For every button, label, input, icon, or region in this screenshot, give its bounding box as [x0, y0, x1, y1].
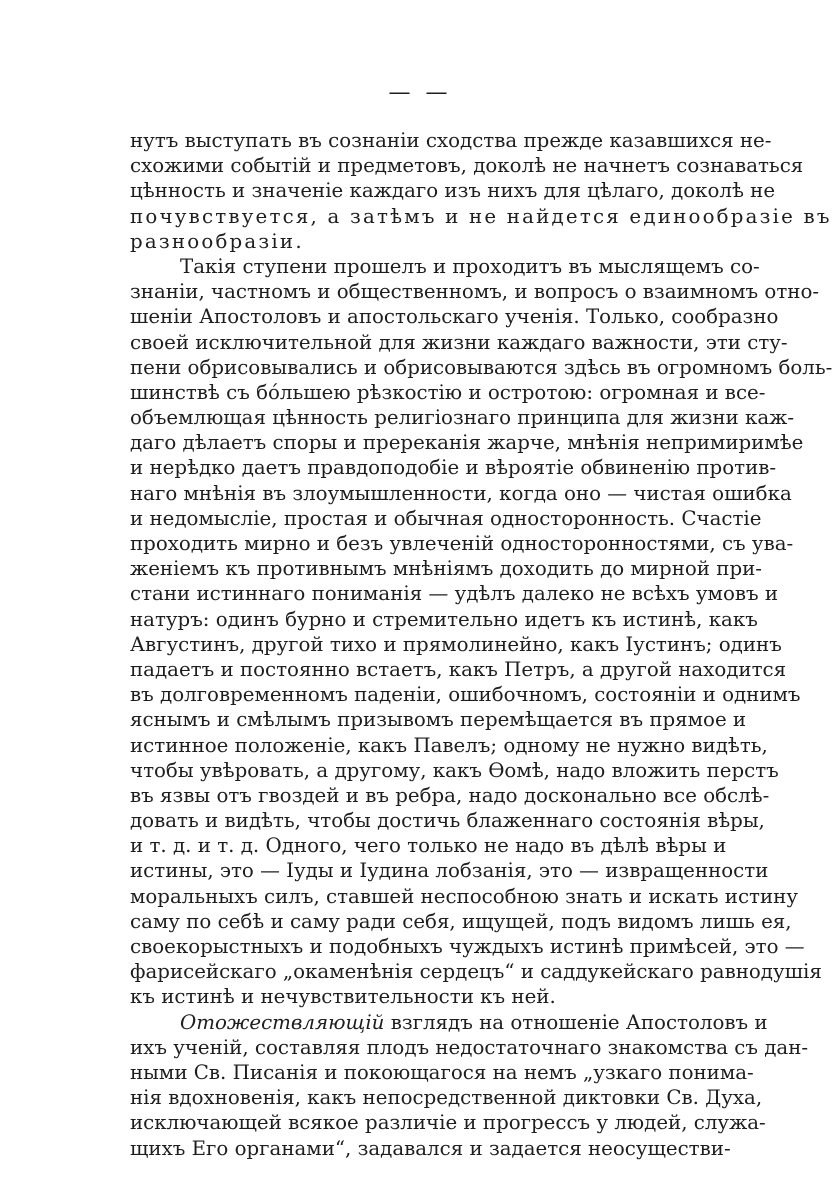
- text-line: шеніи Апостоловъ и апостольскаго ученія. Только, сообразно: [130, 305, 779, 329]
- text-line: ными Св. Писанія и покоющагося на немъ „узкаго понима-: [130, 1060, 754, 1084]
- text-line: своей исключительной для жизни каждаго важности, эти сту-: [130, 330, 788, 354]
- text-line: даго дѣлаетъ споры и пререканія жарче, мнѣнія непримиримѣе: [130, 431, 804, 455]
- text-line: женіемъ къ противнымъ мнѣніямъ доходить до мирной при-: [130, 557, 762, 581]
- text-line: шинствѣ съ бóльшею рѣзкостію и остротою: огромная и все-: [130, 380, 766, 404]
- text-line: знаніи, частномъ и общественномъ, и вопросъ о взаимномъ отно-: [130, 280, 820, 304]
- text-line: щихъ Его органами“, задавался и задается неосуществи-: [130, 1136, 731, 1160]
- text-line: яснымъ и смѣлымъ призывомъ перемѣщается въ прямое и: [130, 708, 747, 732]
- text-line: Такія ступени прошелъ и проходитъ въ мыслящемъ со-: [180, 254, 760, 278]
- text-line: въ долговременномъ паденіи, ошибочномъ, состояніи и однимъ: [130, 683, 801, 707]
- text-line: довать и видѣть, чтобы достичь блаженнаго состоянія вѣры,: [130, 809, 765, 833]
- text-line: Августинъ, другой тихо и прямолинейно, какъ Іустинъ; одинъ: [130, 632, 782, 656]
- text-line: своекорыстныхъ и подобныхъ чуждыхъ истинѣ примѣсей, это —: [130, 935, 805, 958]
- text-line: моральныхъ силъ, ставшей неспособною знать и искать истину: [130, 884, 798, 908]
- text-line: стани истиннаго пониманія — удѣлъ далеко не всѣхъ умовъ и: [130, 582, 779, 606]
- text-line: почувствуется, а затѣмъ и не найдется единообразіе въ: [130, 204, 832, 228]
- body-text: [130, 128, 833, 1161]
- text-line: ихъ ученій, составляя плодъ недостаточнаго знакомства съ дан-: [130, 1035, 809, 1059]
- text-line: цѣнность и значеніе каждаго изъ нихъ для цѣлаго, доколѣ не: [130, 179, 776, 203]
- text-line: [130, 1010, 768, 1035]
- text-line: саму по себѣ и саму ради себя, ищущей, подъ видомъ лишь ея,: [130, 909, 792, 933]
- text-line: въ язвы отъ гвоздей и въ ребра, надо досконально все обслѣ-: [130, 783, 770, 807]
- text-line: и нерѣдко даетъ правдоподобіе и вѣроятіе обвиненію против-: [130, 456, 777, 480]
- text-line: истинное положеніе, какъ Павелъ; одному не нужно видѣть,: [130, 733, 768, 757]
- italic-lead-word: Отожествляющій: [180, 1010, 385, 1034]
- text-line: фарисейскаго „окаменѣнія сердецъ“ и саддукейскаго равнодушія: [130, 960, 822, 984]
- text-line: и т. д. и т. д. Одного, чего только не надо въ дѣлѣ вѣры и: [130, 834, 727, 858]
- text-line: схожими событій и предметовъ, доколѣ не начнетъ сознаваться: [130, 154, 804, 178]
- text-line: падаетъ и постоянно встаетъ, какъ Петръ, а другой находится: [130, 657, 787, 681]
- text-line: истины, это — Іуды и Іудина лобзанія, это — извращенности: [130, 859, 769, 883]
- text-line: чтобы увѣровать, а другому, какъ Ѳомѣ, надо вложить перстъ: [130, 758, 779, 782]
- text-line: и недомысліе, простая и обычная односторонность. Счастіе: [130, 506, 762, 530]
- text-line: разнообразіи.: [130, 229, 304, 253]
- text-line: наго мнѣнія въ злоумышленности, когда оно — чистая ошибка: [130, 481, 792, 505]
- text-line: проходить мирно и безъ увлеченій односторонностями, съ ува-: [130, 532, 794, 555]
- text-line: объемлющая цѣнность религіознаго принципа для жизни каж-: [130, 406, 795, 430]
- text-line-rest: взглядъ на отношеніе Апостоловъ и: [384, 1010, 768, 1034]
- text-line: къ истинѣ и нечувствительности къ ней.: [130, 985, 556, 1009]
- text-line: натуръ: одинъ бурно и стремительно идетъ къ истинѣ, какъ: [130, 607, 758, 631]
- text-line: исключающей всякое различіе и прогрессъ у людей, служа-: [130, 1111, 766, 1135]
- text-line: пени обрисовывались и обрисовываются здѣсь въ огромномъ боль-: [130, 355, 833, 379]
- text-line: нутъ выступать въ сознаніи сходства прежде казавшихся не-: [130, 129, 772, 152]
- text-line: нія вдохновенія, какъ непосредственной диктовки Св. Духа,: [130, 1086, 763, 1110]
- page-folio: — —: [388, 80, 452, 105]
